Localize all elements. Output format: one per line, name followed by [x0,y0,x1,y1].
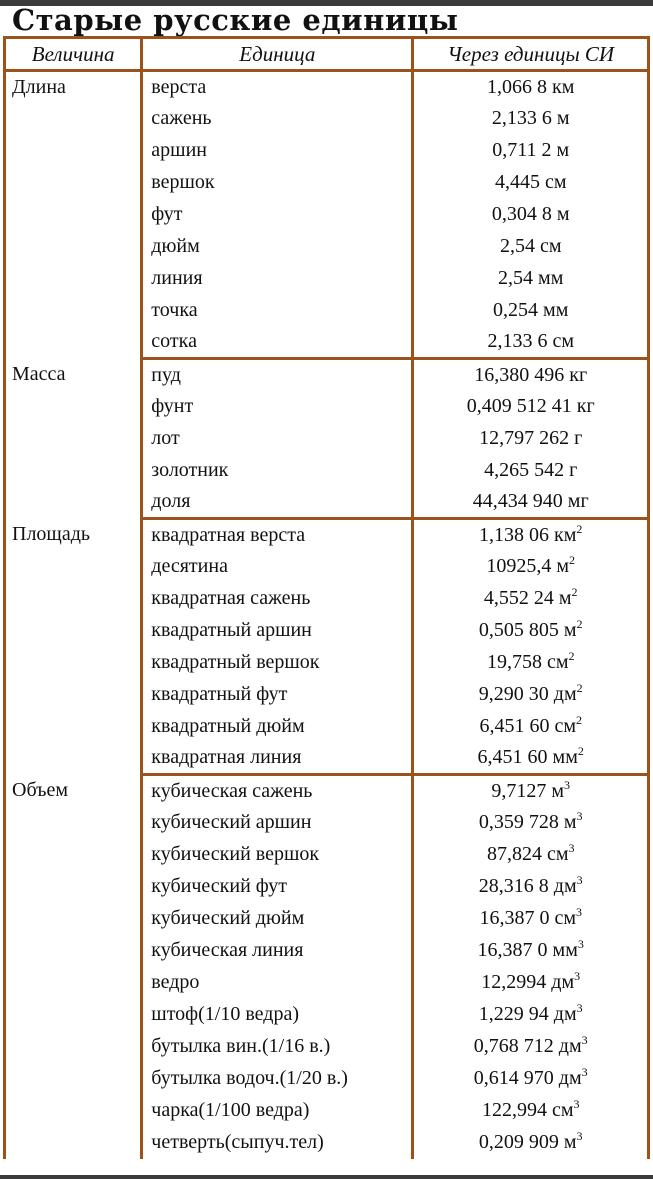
si-value-text: 0,409 512 41 кг [466,395,595,417]
table-row [5,775,649,807]
si-value-text: 122,994 см [481,1099,574,1121]
quantity-cell: Длина [5,71,142,359]
unit-cell: фунт [142,391,413,423]
unit-cell: штоф(1/10 ведра) [142,999,413,1031]
unit-cell: точка [142,295,413,327]
page-title: Старые русские единицы [12,3,459,37]
exponent: 3 [576,809,583,823]
exponent: 2 [569,553,576,567]
si-value-cell [413,103,649,135]
unit-cell: пуд [142,359,413,391]
si-value-text: 0,359 728 м [478,811,577,833]
unit-cell: кубический аршин [142,807,413,839]
si-value-cell [413,1063,649,1095]
exponent: 2 [575,713,582,727]
unit-cell: бутылка вин.(1/16 в.) [142,1031,413,1063]
si-value-text: 4,552 24 м [483,587,572,609]
exponent: 2 [576,681,583,695]
si-value-cell [413,423,649,455]
si-value-cell [413,455,649,487]
si-value-cell [413,679,649,711]
unit-cell: четверть(сыпуч.тел) [142,1127,413,1159]
si-value-cell [413,391,649,423]
unit-cell: сотка [142,327,413,359]
unit-cell: линия [142,263,413,295]
si-value-cell [413,711,649,743]
si-value-text: 4,265 542 г [484,459,578,481]
si-value-text: 2,133 6 см [487,330,574,353]
si-value-cell [413,135,649,167]
si-value-cell [413,1095,649,1127]
unit-cell: сажень [142,103,413,135]
si-value-cell [413,871,649,903]
unit-cell: кубическая сажень [142,775,413,807]
exponent: 3 [576,1129,583,1143]
si-value-text: 2,133 6 м [491,107,570,129]
exponent: 2 [568,649,575,663]
unit-cell: лот [142,423,413,455]
si-value-text: 87,824 см [486,843,569,865]
exponent: 3 [576,873,583,887]
unit-cell: чарка(1/100 ведра) [142,1095,413,1127]
table-row [5,519,649,551]
exponent: 2 [576,617,583,631]
unit-cell: аршин [142,135,413,167]
header-unit: Единица [142,38,413,71]
si-value-text: 9,7127 м [491,779,565,802]
si-value-text: 12,797 262 г [479,427,583,449]
si-value-cell [413,71,649,103]
si-value-cell [413,551,649,583]
unit-cell: квадратный дюйм [142,711,413,743]
quantity-cell: Объем [5,775,142,1159]
unit-cell: квадратная верста [142,519,413,551]
si-value-text: 0,254 мм [493,299,569,321]
unit-cell: кубический вершок [142,839,413,871]
unit-cell: квадратный вершок [142,647,413,679]
si-value-cell [413,935,649,967]
si-value-text: 0,711 2 м [492,139,570,161]
si-value-text: 44,434 940 мг [472,490,589,513]
quantity-cell: Масса [5,359,142,519]
si-value-text: 1,138 06 км [479,523,577,546]
si-value-text: 0,505 805 м [478,619,577,641]
exponent: 3 [581,1033,588,1047]
unit-cell: вершок [142,167,413,199]
si-value-cell [413,615,649,647]
si-value-text: 1,066 8 км [487,75,575,98]
si-value-cell [413,839,649,871]
si-value-text: 28,316 8 дм [478,875,577,897]
header-quantity: Величина [5,38,142,71]
si-value-cell [413,583,649,615]
exponent: 3 [564,777,571,792]
si-value-cell [413,487,649,519]
unit-cell: бутылка водоч.(1/20 в.) [142,1063,413,1095]
si-value-text: 6,451 60 см [479,715,576,737]
si-value-cell [413,807,649,839]
header-row [5,38,649,71]
si-value-cell [413,903,649,935]
unit-cell: квадратная сажень [142,583,413,615]
exponent: 3 [568,841,575,855]
unit-cell: фут [142,199,413,231]
si-value-text: 19,758 см [486,651,569,673]
si-value-cell [413,167,649,199]
si-value-cell [413,327,649,359]
unit-cell: квадратный аршин [142,615,413,647]
unit-cell: золотник [142,455,413,487]
si-value-cell [413,743,649,775]
si-value-text: 16,380 496 кг [474,363,588,386]
si-value-text: 0,614 970 дм [473,1067,582,1089]
exponent: 3 [574,969,581,983]
unit-cell: кубический дюйм [142,903,413,935]
unit-cell: кубическая линия [142,935,413,967]
si-value-cell [413,999,649,1031]
si-value-text: 9,290 30 дм [478,683,577,705]
unit-cell: дюйм [142,231,413,263]
exponent: 2 [577,744,584,759]
si-value-cell [413,775,649,807]
si-value-text: 1,229 94 дм [478,1003,577,1025]
si-value-text: 16,387 0 см [479,907,576,929]
quantity-cell: Площадь [5,519,142,775]
si-value-cell [413,647,649,679]
exponent: 2 [571,585,578,599]
si-value-text: 16,387 0 мм [477,939,578,961]
unit-cell: ведро [142,967,413,999]
si-value-cell [413,295,649,327]
si-value-text: 0,209 909 м [478,1131,577,1153]
unit-cell: верста [142,71,413,103]
exponent: 3 [577,937,584,951]
unit-cell: кубический фут [142,871,413,903]
unit-cell: квадратная линия [142,743,413,775]
header-si-value: Через единицы СИ [413,38,649,71]
table-row [5,359,649,391]
si-value-text: 6,451 60 мм [477,746,578,769]
si-value-text: 2,54 см [499,235,562,257]
si-value-text: 2,54 мм [498,267,564,289]
unit-cell: доля [142,487,413,519]
si-value-cell [413,967,649,999]
si-value-text: 0,768 712 дм [473,1035,582,1057]
si-value-text: 4,445 см [494,171,567,193]
table-body [5,71,649,1159]
si-value-cell [413,231,649,263]
exponent: 2 [576,521,583,536]
si-value-text: 12,2994 дм [481,971,575,993]
si-value-cell [413,1031,649,1063]
bottom-border [0,1175,653,1179]
si-value-text: 10925,4 м [486,555,570,577]
units-table [3,36,650,1159]
si-value-cell [413,1127,649,1159]
si-value-cell [413,519,649,551]
si-value-text: 0,304 8 м [491,203,570,225]
si-value-cell [413,359,649,391]
unit-cell: десятина [142,551,413,583]
si-value-cell [413,199,649,231]
exponent: 3 [581,1065,588,1079]
exponent: 3 [575,905,582,919]
table-row [5,71,649,103]
si-value-cell [413,263,649,295]
unit-cell: квадратный фут [142,679,413,711]
exponent: 3 [573,1097,580,1111]
exponent: 3 [576,1001,583,1015]
